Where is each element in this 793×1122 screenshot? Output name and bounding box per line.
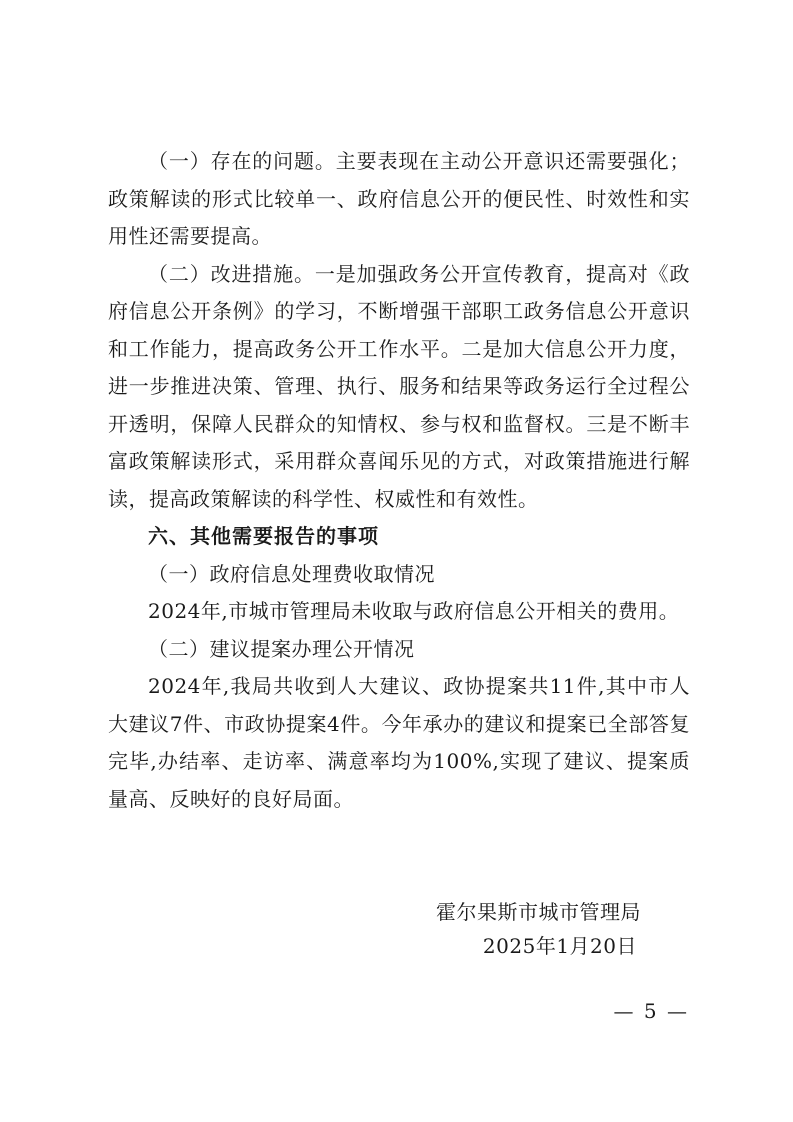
proposal-paragraph: 2024年,我局共收到人大建议、政协提案共11件,其中市人大建议7件、市政协提案4件。今年承办的建议和提案已全部答复完毕,办结率、走访率、满意率均为100%,实现了建议、提案质量高、反映好的良好局面。 xyxy=(108,674,690,811)
problems-paragraph: （一）存在的问题。主要表现在主动公开意识还需要强化；政策解读的形式比较单一、政府信息公开的便民性、时效性和实用性还需要提高。 xyxy=(108,149,690,248)
signature-date: 2025年1月20日 xyxy=(482,934,637,958)
fee-subheading: （一）政府信息处理费收取情况 xyxy=(148,561,435,586)
page-number: — 5 — xyxy=(613,999,689,1023)
proposal-subheading: （二）建议提案办理公开情况 xyxy=(148,636,415,661)
fee-paragraph: 2024年,市城市管理局未收取与政府信息公开相关的费用。 xyxy=(148,599,680,623)
document-body xyxy=(108,143,690,818)
improvements-paragraph: （二）改进措施。一是加强政务公开宣传教育，提高对《政府信息公开条例》的学习，不断增强干部职工政务信息公开意识和工作能力，提高政务公开工作水平。二是加大信息公开力度，进一步推进决策、管理、执行、服务和结果等政务运行全过程公开透明，保障人民群众的知情权、参与权和监督权。三是不断丰富政策解读形式，采用群众喜闻乐见的方式，对政策措施进行解读，提高政策解读的科学性、权威性和有效性。 xyxy=(108,261,690,511)
section-6-heading: 六、其他需要报告的事项 xyxy=(148,524,379,548)
signature-organization: 霍尔果斯市城市管理局 xyxy=(436,900,641,924)
